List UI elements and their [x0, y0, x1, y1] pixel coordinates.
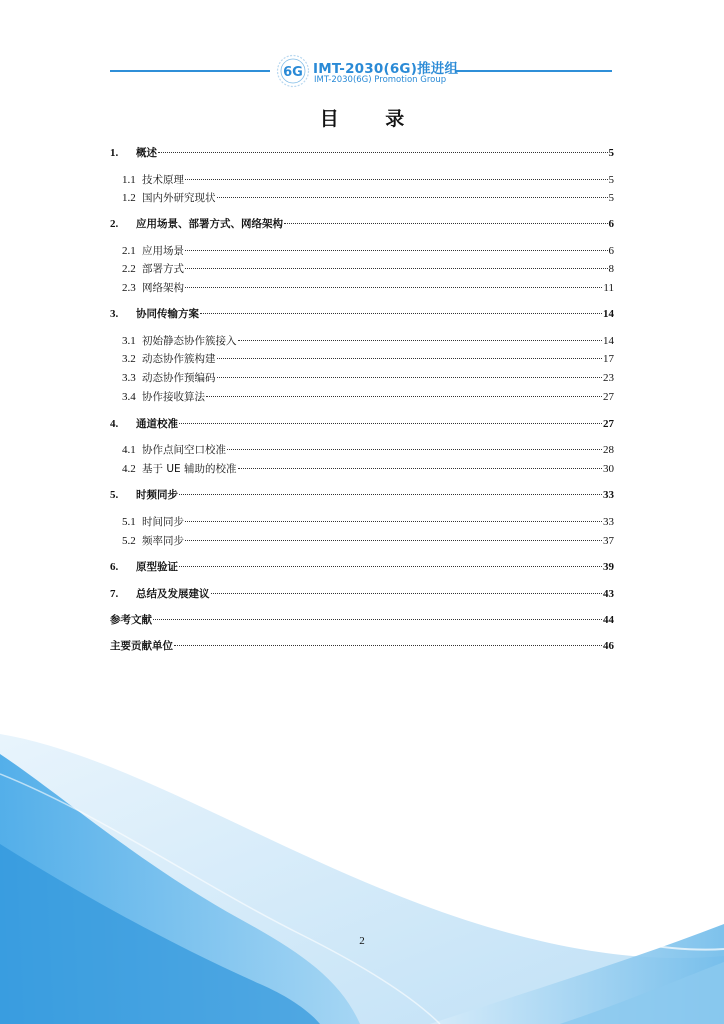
- toc-dot-leader: [217, 358, 603, 359]
- toc-entry-number: 1.2: [122, 192, 136, 204]
- toc-entry[interactable]: [122, 351, 614, 367]
- toc-entry-label: 概述: [136, 147, 157, 159]
- toc-entry-page: 17: [603, 353, 614, 365]
- toc-dot-leader: [185, 521, 602, 522]
- toc-entry-page: 6: [608, 218, 614, 230]
- toc-entry[interactable]: [122, 461, 614, 477]
- toc-entry-label: 原型验证: [136, 561, 178, 573]
- toc-dot-leader: [185, 250, 608, 251]
- toc-dot-leader: [206, 396, 602, 397]
- toc-dot-leader: [185, 287, 602, 288]
- toc-entry-number: 4.1: [122, 444, 136, 456]
- toc-entry-number: 4.2: [122, 463, 136, 475]
- toc-entry[interactable]: [122, 333, 614, 349]
- toc-entry-number: 2.: [110, 218, 119, 230]
- toc-entry-label: 部署方式: [142, 263, 184, 275]
- toc-entry-page: 43: [603, 588, 614, 600]
- toc-entry-label: 应用场景: [142, 245, 184, 257]
- toc-entry-number: 3.4: [122, 391, 136, 403]
- toc-entry[interactable]: [122, 514, 614, 530]
- logo-text: 6G: [283, 65, 303, 80]
- toc-entry-page: 8: [608, 263, 614, 275]
- toc-entry-label: 时间同步: [142, 516, 184, 528]
- toc-entry[interactable]: [110, 612, 614, 628]
- toc-entry[interactable]: [122, 280, 614, 296]
- toc-entry-number: 2.3: [122, 282, 136, 294]
- toc-entry-page: 46: [603, 640, 614, 652]
- toc-dot-leader: [217, 377, 603, 378]
- toc-entry-number: 3.1: [122, 335, 136, 347]
- toc-entry-number: 2.2: [122, 263, 136, 275]
- toc-entry-page: 33: [603, 489, 614, 501]
- toc-entry-page: 39: [603, 561, 614, 573]
- toc-entry-label: 网络架构: [142, 282, 184, 294]
- toc-entry[interactable]: [122, 370, 614, 386]
- toc-entry-label: 总结及发展建议: [136, 588, 210, 600]
- toc-entry-number: 3.: [110, 308, 119, 320]
- footer-wave-decoration: [0, 694, 724, 1024]
- toc-entry-number: 3.2: [122, 353, 136, 365]
- toc-dot-leader: [200, 313, 602, 314]
- toc-entry-number: 7.: [110, 588, 119, 600]
- toc-entry-page: 14: [603, 308, 614, 320]
- brand-title: IMT-2030(6G)推进组: [313, 61, 459, 77]
- toc-dot-leader: [179, 494, 602, 495]
- toc-entry-label: 基于 UE 辅助的校准: [142, 463, 237, 475]
- toc-dot-leader: [174, 645, 602, 646]
- toc-entry-number: 5.: [110, 489, 119, 501]
- toc-entry[interactable]: [122, 243, 614, 259]
- toc-entry[interactable]: [110, 145, 614, 161]
- toc-entry-number: 1.1: [122, 174, 136, 186]
- toc-entry-number: 2.1: [122, 245, 136, 257]
- toc-dot-leader: [179, 423, 602, 424]
- toc-entry[interactable]: [110, 586, 614, 602]
- toc-entry-label: 主要贡献单位: [110, 640, 173, 652]
- toc-entry-label: 动态协作簇构建: [142, 353, 216, 365]
- toc-entry-label: 参考文献: [110, 614, 152, 626]
- toc-dot-leader: [211, 593, 603, 594]
- toc-entry-page: 5: [608, 147, 614, 159]
- toc-dot-leader: [185, 179, 608, 180]
- toc-entry-label: 技术原理: [142, 174, 184, 186]
- toc-dot-leader: [217, 197, 608, 198]
- toc-dot-leader: [153, 619, 602, 620]
- toc-entry-label: 国内外研究现状: [142, 192, 216, 204]
- toc-dot-leader: [158, 152, 608, 153]
- toc-entry-label: 协同传输方案: [136, 308, 199, 320]
- toc-entry-page: 5: [608, 192, 614, 204]
- toc-entry[interactable]: [122, 442, 614, 458]
- toc-entry-page: 14: [603, 335, 614, 347]
- header-rule-left: [110, 70, 270, 72]
- toc-entry-page: 5: [608, 174, 614, 186]
- brand-subtitle: IMT-2030(6G) Promotion Group: [314, 75, 447, 85]
- toc-dot-leader: [284, 223, 608, 224]
- imt2030-logo-icon: [276, 54, 310, 88]
- toc-entry[interactable]: [122, 533, 614, 549]
- toc-entry-page: 6: [608, 245, 614, 257]
- toc-entry[interactable]: [110, 416, 614, 432]
- toc-dot-leader: [179, 566, 602, 567]
- toc-entry-number: 1.: [110, 147, 119, 159]
- toc-entry-page: 23: [603, 372, 614, 384]
- toc-dot-leader: [227, 449, 602, 450]
- toc-dot-leader: [238, 468, 603, 469]
- toc-entry[interactable]: [110, 638, 614, 654]
- toc-dot-leader: [185, 540, 602, 541]
- toc-entry-page: 33: [603, 516, 614, 528]
- toc-entry[interactable]: [122, 261, 614, 277]
- toc-entry-number: 3.3: [122, 372, 136, 384]
- toc-title: 目 录: [319, 108, 425, 130]
- toc-entry-label: 通道校准: [136, 418, 178, 430]
- toc-entry[interactable]: [110, 559, 614, 575]
- toc-entry-page: 44: [603, 614, 614, 626]
- toc-entry-label: 动态协作预编码: [142, 372, 216, 384]
- toc-entry-label: 频率同步: [142, 535, 184, 547]
- toc-entry[interactable]: [122, 190, 614, 206]
- toc-entry-page: 30: [603, 463, 614, 475]
- toc-entry[interactable]: [110, 306, 614, 322]
- toc-entry-page: 11: [603, 282, 614, 294]
- toc-entry-page: 28: [603, 444, 614, 456]
- toc-entry-number: 4.: [110, 418, 119, 430]
- toc-dot-leader: [185, 268, 608, 269]
- toc-entry-number: 5.1: [122, 516, 136, 528]
- page-number: 2: [359, 935, 365, 947]
- header-rule-right: [456, 70, 612, 72]
- toc-entry[interactable]: [110, 216, 614, 232]
- toc-entry-number: 6.: [110, 561, 119, 573]
- toc-entry[interactable]: [122, 389, 614, 405]
- toc-entry-page: 27: [603, 418, 614, 430]
- toc-entry[interactable]: [110, 487, 614, 503]
- toc-dot-leader: [238, 340, 603, 341]
- toc-entry-label: 协作点间空口校准: [142, 444, 226, 456]
- toc-entry-number: 5.2: [122, 535, 136, 547]
- toc-entry-page: 37: [603, 535, 614, 547]
- toc-entry-label: 初始静态协作簇接入: [142, 335, 237, 347]
- toc-entry-label: 时频同步: [136, 489, 178, 501]
- toc-entry-page: 27: [603, 391, 614, 403]
- toc-entry-label: 协作接收算法: [142, 391, 205, 403]
- toc-entry[interactable]: [122, 172, 614, 188]
- toc-entry-label: 应用场景、部署方式、网络架构: [136, 218, 283, 230]
